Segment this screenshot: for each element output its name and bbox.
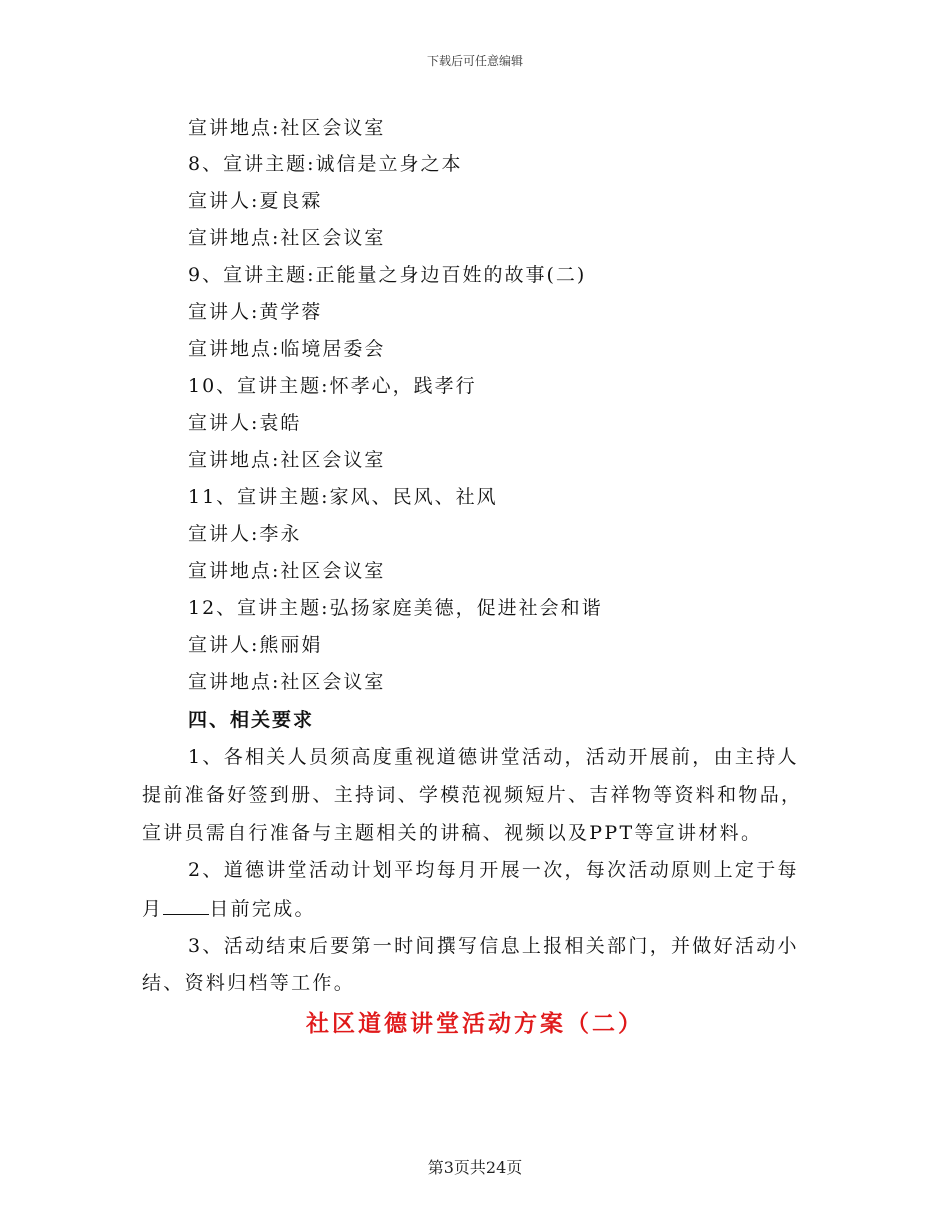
page-footer: 第3页共24页 [427, 1158, 523, 1177]
speaker-line: 宣讲人:黄学蓉 [188, 301, 323, 323]
requirement-2-month: 月 [142, 898, 164, 920]
requirement-1-line: 1、各相关人员须高度重视道德讲堂活动，活动开展前，由主持人 [188, 746, 799, 768]
topic-line-9: 9、宣讲主题:正能量之身边百姓的故事(二) [188, 264, 587, 286]
venue-line: 宣讲地点:社区会议室 [188, 449, 386, 471]
venue-line: 宣讲地点:社区会议室 [188, 227, 386, 249]
speaker-line: 宣讲人:熊丽娟 [188, 634, 323, 656]
page-header: 下载后可任意编辑 [426, 54, 523, 68]
venue-line: 宣讲地点:临境居委会 [188, 338, 386, 360]
topic-line-10: 10、宣讲主题:怀孝心，践孝行 [188, 375, 477, 397]
venue-line: 宣讲地点:社区会议室 [188, 671, 386, 693]
date-blank [163, 896, 209, 915]
section-heading-requirements: 四、相关要求 [188, 709, 315, 731]
topic-line-12: 12、宣讲主题:弘扬家庭美德，促进社会和谐 [188, 597, 603, 619]
venue-line: 宣讲地点:社区会议室 [188, 117, 386, 139]
requirement-2-line [142, 896, 316, 921]
requirement-3-line: 结、资料归档等工作。 [142, 972, 356, 994]
section-title: 社区道德讲堂活动方案（二） [306, 1010, 644, 1037]
requirement-1-line: 提前准备好签到册、主持词、学模范视频短片、吉祥物等资料和物品， [142, 784, 803, 806]
requirement-2-line: 2、道德讲堂活动计划平均每月开展一次，每次活动原则上定于每 [188, 859, 799, 881]
speaker-line: 宣讲人:夏良霖 [188, 190, 323, 212]
topic-line-8: 8、宣讲主题:诚信是立身之本 [188, 153, 463, 175]
requirement-3-line: 3、活动结束后要第一时间撰写信息上报相关部门，并做好活动小 [188, 935, 799, 957]
topic-line-11: 11、宣讲主题:家风、民风、社风 [188, 486, 498, 508]
requirement-1-line: 宣讲员需自行准备与主题相关的讲稿、视频以及PPT等宣讲材料。 [142, 822, 763, 844]
speaker-line: 宣讲人:李永 [188, 523, 302, 545]
venue-line: 宣讲地点:社区会议室 [188, 560, 386, 582]
requirement-2-tail: 日前完成。 [209, 898, 316, 920]
speaker-line: 宣讲人:袁皓 [188, 412, 302, 434]
